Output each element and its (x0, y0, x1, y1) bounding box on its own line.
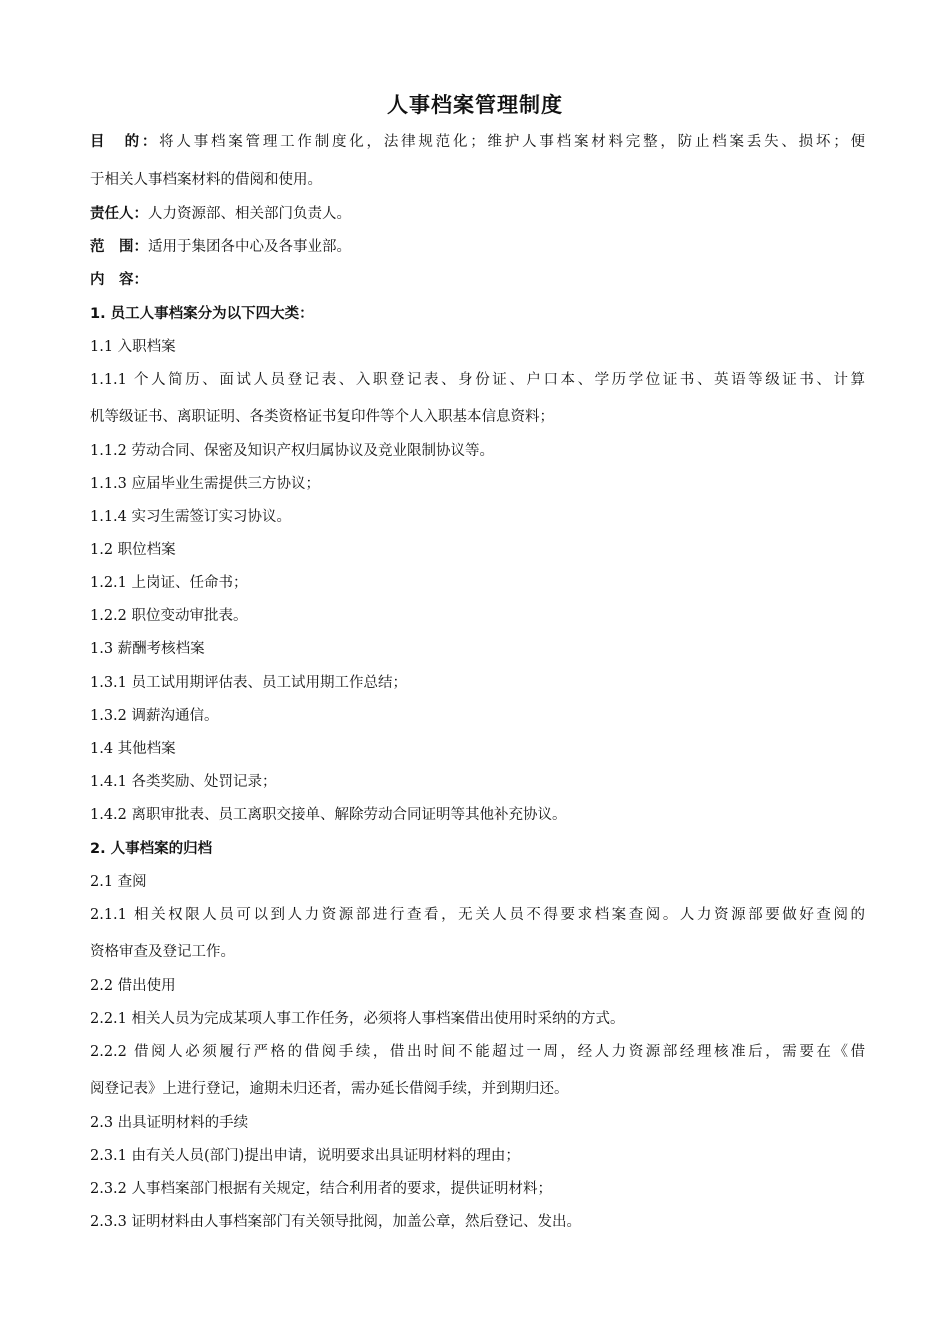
item-2-3-3: 2.3.3 证明材料由人事档案部门有关领导批阅，加盖公章，然后登记、发出。 (90, 1214, 582, 1230)
responsible-paragraph (90, 203, 865, 225)
scope-label: 范 围： (90, 239, 148, 255)
section-1-heading: 1. 员工人事档案分为以下四大类： (90, 306, 314, 322)
responsible-label: 责任人： (90, 206, 148, 222)
section-2-2-heading: 2.2 借出使用 (90, 978, 176, 994)
item-1-1-2: 1.1.2 劳动合同、保密及知识产权归属协议及竞业限制协议等。 (90, 443, 495, 459)
item-2-2-2-line-1: 2.2.2 借阅人必须履行严格的借阅手续，借出时间不能超过一周，经人力资源部经理核准后，需要在《借 (90, 1044, 865, 1060)
section-2-heading: 2. 人事档案的归档 (90, 841, 213, 857)
content-label: 内 容： (90, 272, 148, 288)
item-1-4-2: 1.4.2 离职审批表、员工离职交接单、解除劳动合同证明等其他补充协议。 (90, 807, 567, 823)
section-1-1-heading: 1.1 入职档案 (90, 339, 176, 355)
item-1-3-1: 1.3.1 员工试用期评估表、员工试用期工作总结； (90, 675, 408, 691)
section-1-2-heading: 1.2 职位档案 (90, 542, 176, 558)
item-2-2-2-line-2: 阅登记表》上进行登记，逾期未归还者，需办延长借阅手续，并到期归还。 (90, 1081, 569, 1097)
item-1-2-2: 1.2.2 职位变动审批表。 (90, 608, 248, 624)
purpose-text-line-1: 将人事档案管理工作制度化，法律规范化；维护人事档案材料完整，防止档案丢失、损坏；便 (159, 134, 865, 150)
item-1-1-1-line-2: 机等级证书、离职证明、各类资格证书复印件等个人入职基本信息资料； (90, 409, 554, 425)
item-1-1-1-line-1: 1.1.1 个人简历、面试人员登记表、入职登记表、身份证、户口本、学历学位证书、英语等级证书、计算 (90, 372, 865, 388)
item-1-3-2: 1.3.2 调薪沟通信。 (90, 708, 219, 724)
item-2-3-2: 2.3.2 人事档案部门根据有关规定，结合利用者的要求，提供证明材料； (90, 1181, 553, 1197)
item-2-1-1-line-1: 2.1.1 相关权限人员可以到人力资源部进行查看，无关人员不得要求档案查阅。人力资源部要做好查阅的 (90, 907, 865, 923)
scope-text: 适用于集团各中心及各事业部。 (148, 239, 351, 255)
scope-paragraph (90, 236, 865, 258)
item-2-2-1: 2.2.1 相关人员为完成某项人事工作任务，必须将人事档案借出使用时采纳的方式。 (90, 1011, 625, 1027)
responsible-text: 人力资源部、相关部门负责人。 (148, 206, 351, 222)
section-2-3-heading: 2.3 出具证明材料的手续 (90, 1115, 249, 1131)
section-1-4-heading: 1.4 其他档案 (90, 741, 176, 757)
purpose-text-line-2: 于相关人事档案材料的借阅和使用。 (90, 172, 322, 188)
purpose-paragraph-line-1 (90, 131, 865, 153)
item-1-4-1: 1.4.1 各类奖励、处罚记录； (90, 774, 277, 790)
purpose-label: 目 的： (90, 134, 160, 150)
section-2-1-heading: 2.1 查阅 (90, 874, 147, 890)
section-1-3-heading: 1.3 薪酬考核档案 (90, 641, 205, 657)
item-2-3-1: 2.3.1 由有关人员(部门)提出申请，说明要求出具证明材料的理由； (90, 1148, 520, 1164)
item-1-2-1: 1.2.1 上岗证、任命书； (90, 575, 248, 591)
item-2-1-1-line-2: 资格审查及登记工作。 (90, 944, 235, 960)
item-1-1-3: 1.1.3 应届毕业生需提供三方协议； (90, 476, 321, 492)
document-title: 人事档案管理制度 (387, 93, 563, 117)
item-1-1-4: 1.1.4 实习生需签订实习协议。 (90, 509, 292, 525)
